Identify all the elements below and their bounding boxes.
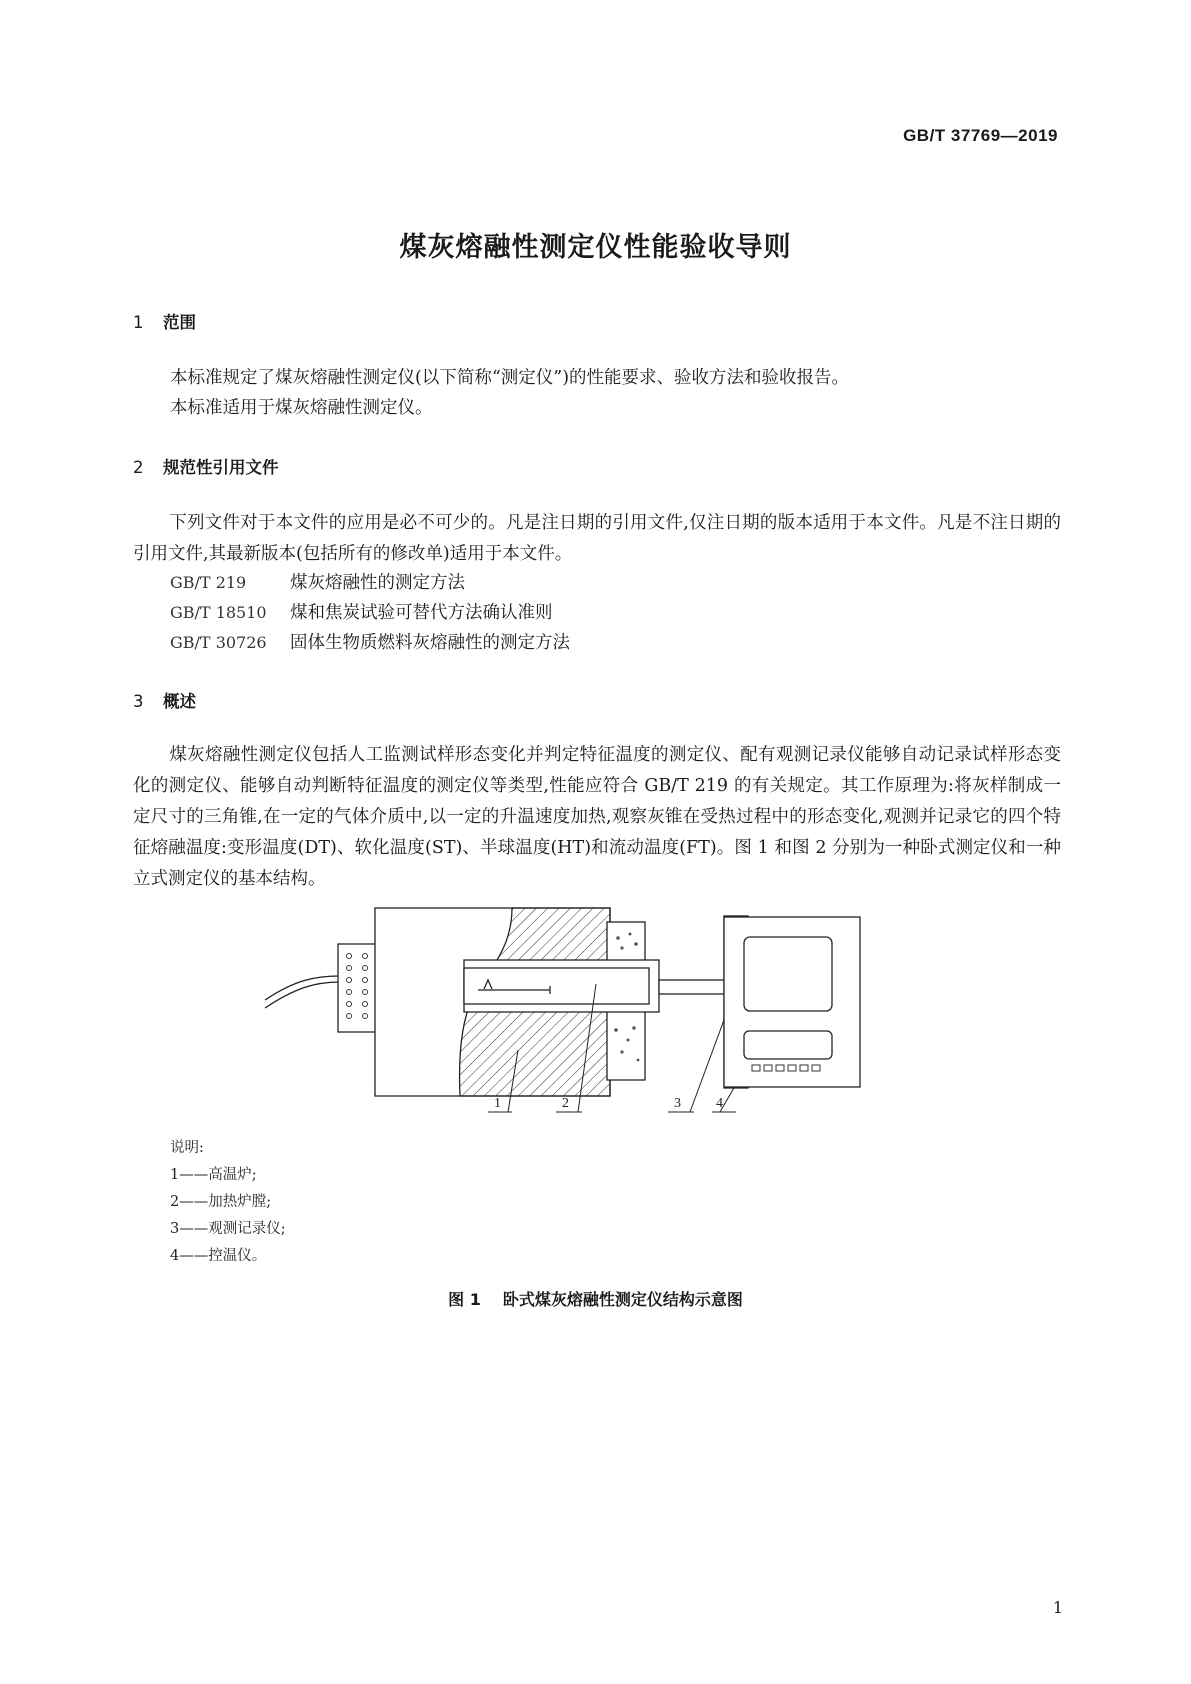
section-1-number: 1 — [133, 313, 144, 332]
standard-number: GB/T 37769—2019 — [903, 126, 1058, 145]
callout-2: 2 — [562, 1096, 569, 1111]
reference-code: GB/T 30726 — [170, 633, 267, 652]
section-1-title: 范围 — [163, 313, 196, 332]
page-number: 1 — [1052, 1598, 1063, 1617]
document-title: 煤灰熔融性测定仪性能验收导则 — [399, 232, 792, 263]
reference-code: GB/T 219 — [170, 573, 247, 592]
reference-title: 煤灰熔融性的测定方法 — [290, 573, 465, 593]
callout-4: 4 — [716, 1096, 723, 1111]
reference-item — [170, 627, 570, 659]
section-2-intro — [133, 508, 1061, 570]
reference-code: GB/T 18510 — [170, 603, 267, 622]
section-1-paragraph-2: 本标准适用于煤灰熔融性测定仪。 — [170, 398, 433, 418]
section-3-title: 概述 — [163, 692, 196, 711]
section-3-body-text: 煤灰熔融性测定仪包括人工监测试样形态变化并判定特征温度的测定仪、配有观测记录仪能够自动记录试样形态变化的测定仪、能够自动判断特征温度的测定仪等类型,性能应符合 GB/T 219 的有关规定。其工作原理为:将灰样制成一定尺寸的三角锥,在一定的气体介质中,以一定的升温速度加热,观察灰锥在受热过程中的形态变化,观测并记录它的四个特征熔融温度:变形温度(DT)、软化温度(ST)、半球温度(HT)和流动温度(FT)。图 1 和图 2 分别为一种卧式测定仪和一种立式测定仪的基本结构。 — [133, 745, 1061, 889]
figure-1-number: 图 1 — [448, 1290, 481, 1309]
section-2-title: 规范性引用文件 — [163, 458, 279, 477]
reference-title: 固体生物质燃料灰熔融性的测定方法 — [290, 633, 570, 653]
reference-item — [170, 567, 465, 599]
section-3-number: 3 — [133, 692, 144, 711]
section-1-paragraph-1: 本标准规定了煤灰熔融性测定仪(以下简称“测定仪”)的性能要求、验收方法和验收报告。 — [170, 368, 850, 388]
figure-1-caption — [0, 1287, 1191, 1310]
legend-item-4: 4——控温仪。 — [170, 1248, 267, 1264]
section-2-heading — [133, 454, 279, 478]
section-2-number: 2 — [133, 458, 144, 477]
figure-1-diagram — [250, 900, 750, 1135]
figure-1-title: 卧式煤灰熔融性测定仪结构示意图 — [502, 1290, 743, 1309]
connector-rod — [659, 980, 727, 994]
callout-3: 3 — [674, 1096, 681, 1111]
recorder-screen — [744, 937, 832, 1011]
heating-chamber-inner — [464, 968, 649, 1004]
legend-item-1: 1——高温炉; — [170, 1167, 257, 1183]
controller-display — [744, 1031, 832, 1059]
recorder-controller-detail — [722, 915, 862, 1090]
section-1-heading — [133, 309, 196, 333]
power-cable — [265, 982, 340, 1008]
heater-end-box — [338, 944, 378, 1032]
legend-item-3: 3——观测记录仪; — [170, 1221, 286, 1237]
section-2-intro-text: 下列文件对于本文件的应用是必不可少的。凡是注日期的引用文件,仅注日期的版本适用于本文件。凡是不注日期的引用文件,其最新版本(包括所有的修改单)适用于本文件。 — [133, 513, 1061, 564]
callout-1: 1 — [494, 1096, 501, 1111]
legend-item-2: 2——加热炉膛; — [170, 1194, 272, 1210]
legend-title: 说明: — [170, 1140, 204, 1156]
section-3-body — [133, 740, 1061, 895]
section-3-heading — [133, 688, 196, 712]
reference-title: 煤和焦炭试验可替代方法确认准则 — [290, 603, 553, 623]
reference-item — [170, 597, 553, 629]
